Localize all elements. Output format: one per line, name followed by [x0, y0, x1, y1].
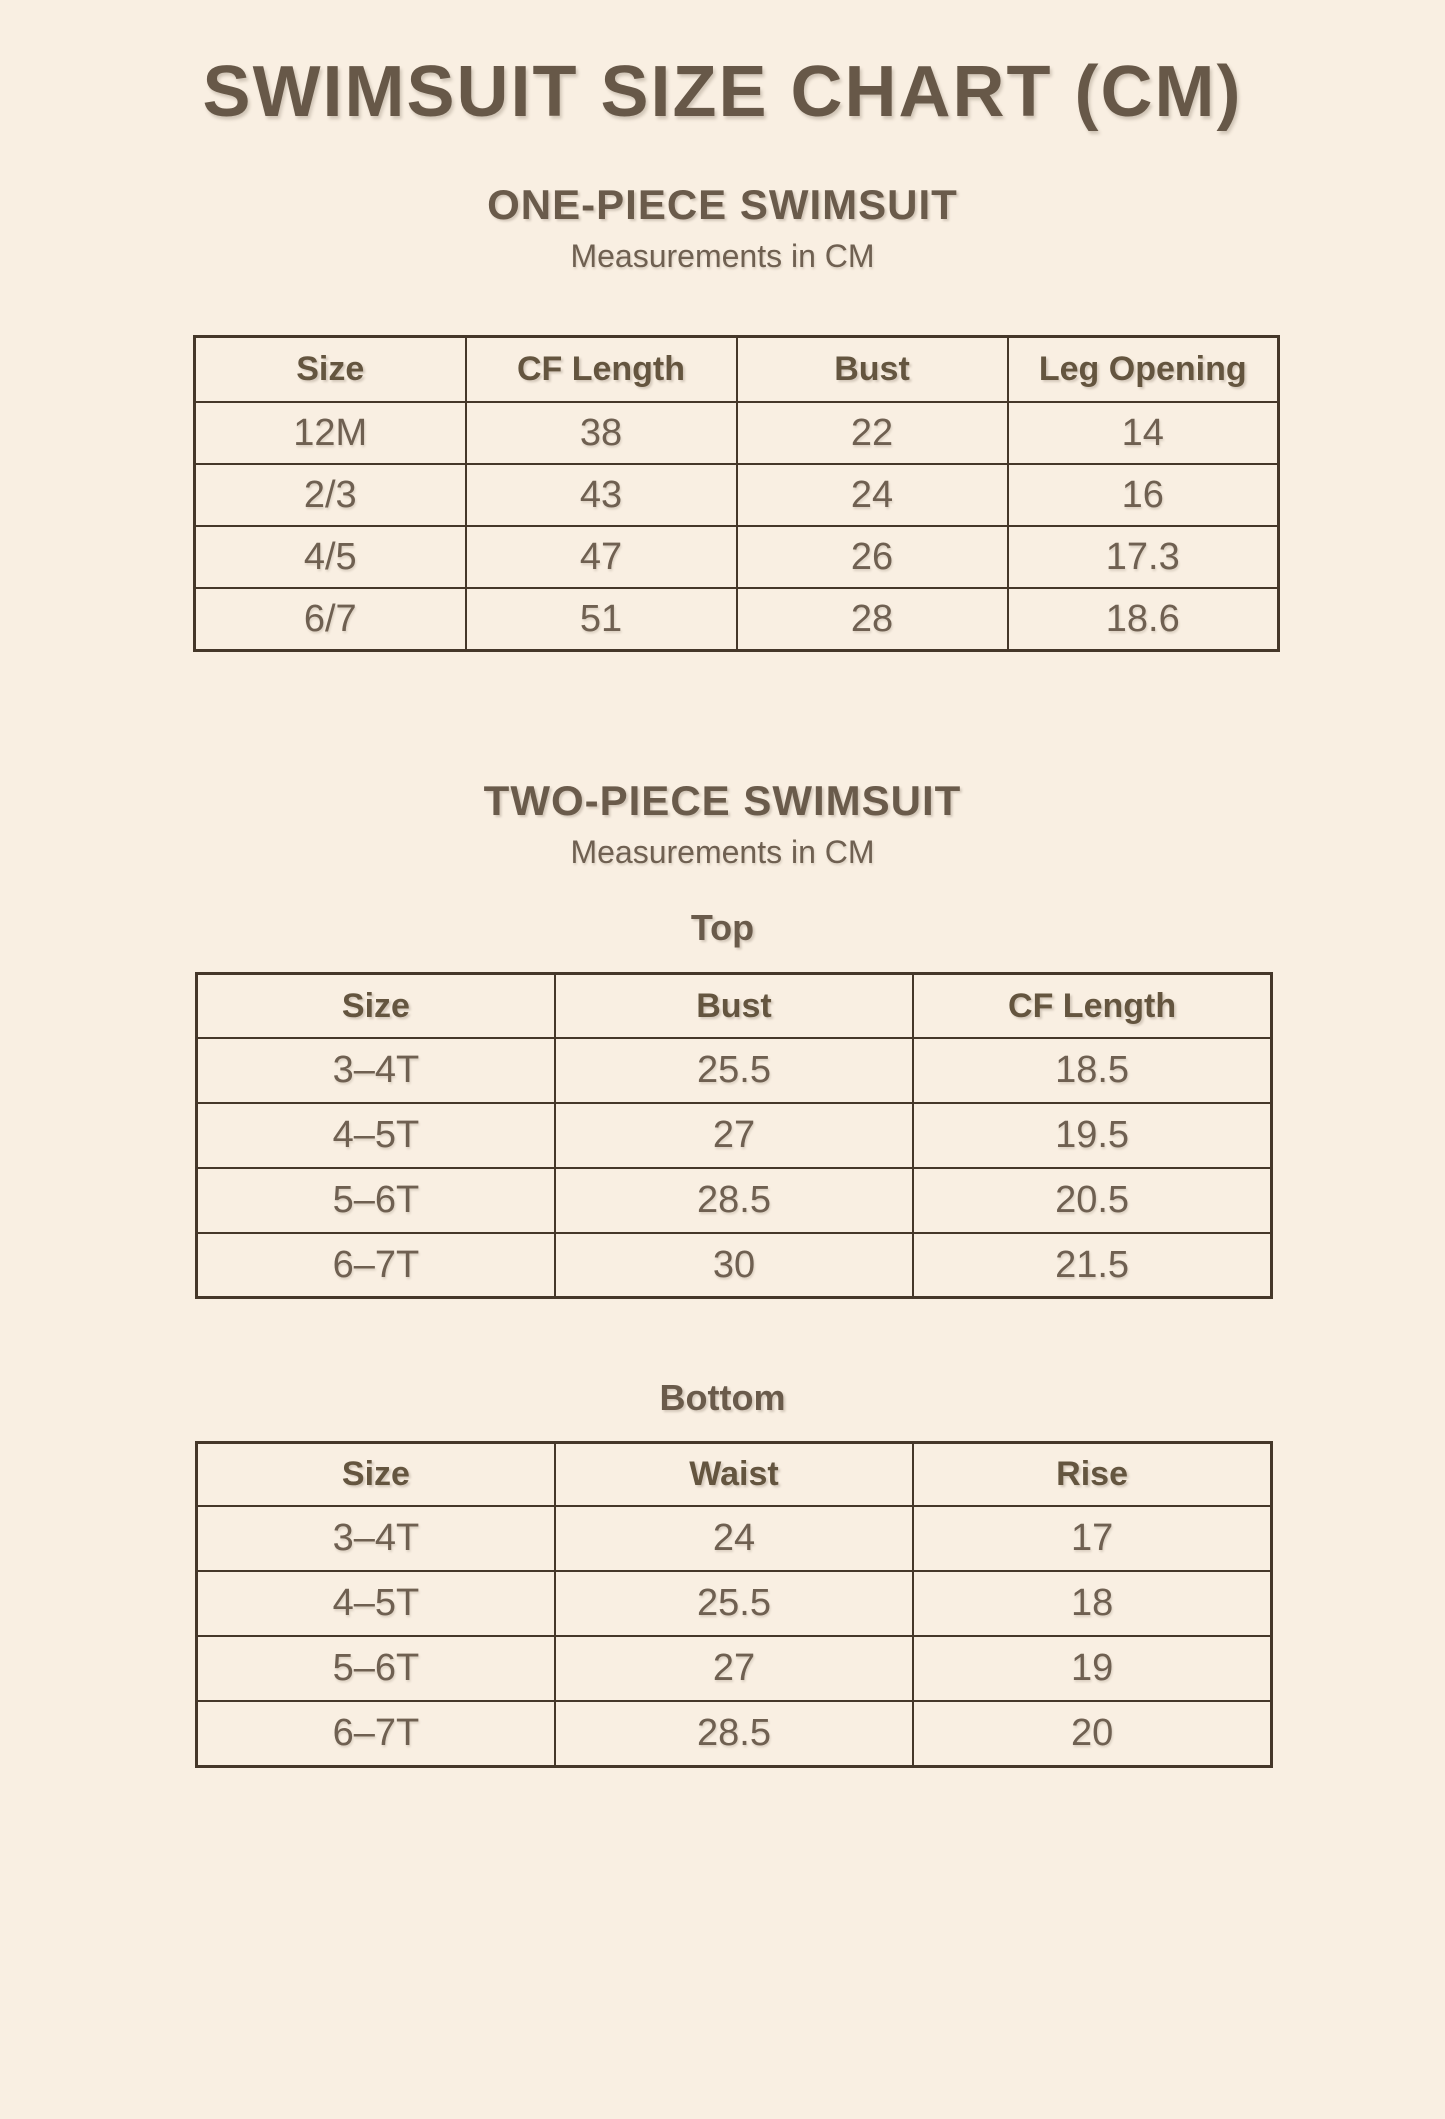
table-row [195, 402, 1279, 464]
table-cell: 38 [466, 402, 737, 464]
column-header-cf-length: CF Length [913, 974, 1271, 1038]
one-piece-table [193, 335, 1280, 652]
table-cell: 47 [466, 526, 737, 588]
column-header-cf-length: CF Length [466, 336, 737, 402]
table-row [197, 1506, 1272, 1571]
table-cell: 43 [466, 464, 737, 526]
table-cell: 4–5T [197, 1571, 555, 1636]
table-cell: 20.5 [913, 1168, 1271, 1233]
table-cell: 14 [1008, 402, 1279, 464]
table-row [195, 464, 1279, 526]
table-cell: 22 [737, 402, 1008, 464]
two-piece-heading: TWO-PIECE SWIMSUIT [483, 776, 962, 824]
table-cell: 17.3 [1008, 526, 1279, 588]
bottom-table-header [197, 1442, 1272, 1506]
column-header-bust: Bust [555, 974, 913, 1038]
one-piece-section [0, 182, 1445, 652]
top-table-heading: Top [690, 906, 755, 948]
table-cell: 4/5 [195, 526, 466, 588]
table-cell: 28.5 [555, 1701, 913, 1766]
table-cell: 18.5 [913, 1038, 1271, 1103]
bottom-table-heading: Bottom [659, 1377, 786, 1419]
table-row [197, 1701, 1272, 1766]
column-header-size: Size [197, 974, 555, 1038]
two-piece-subheading: Measurements in CM [570, 834, 875, 871]
table-cell: 5–6T [197, 1168, 555, 1233]
table-cell: 24 [555, 1506, 913, 1571]
table-cell: 16 [1008, 464, 1279, 526]
table-cell: 24 [737, 464, 1008, 526]
table-cell: 19.5 [913, 1103, 1271, 1168]
table-cell: 27 [555, 1103, 913, 1168]
table-cell: 4–5T [197, 1103, 555, 1168]
table-row [195, 526, 1279, 588]
column-header-size: Size [197, 1442, 555, 1506]
table-cell: 2/3 [195, 464, 466, 526]
table-cell: 6–7T [197, 1233, 555, 1298]
table-cell: 20 [913, 1701, 1271, 1766]
table-cell: 3–4T [197, 1038, 555, 1103]
column-header-leg-opening: Leg Opening [1008, 336, 1279, 402]
bottom-table-body [197, 1506, 1272, 1766]
table-row [197, 1233, 1272, 1298]
table-row [197, 1571, 1272, 1636]
table-cell: 19 [913, 1636, 1271, 1701]
one-piece-subheading: Measurements in CM [570, 238, 875, 275]
table-cell: 21.5 [913, 1233, 1271, 1298]
table-row [197, 1636, 1272, 1701]
table-cell: 26 [737, 526, 1008, 588]
two-piece-bottom-table [195, 1441, 1273, 1768]
table-cell: 18 [913, 1571, 1271, 1636]
table-row [195, 588, 1279, 650]
table-cell: 28 [737, 588, 1008, 650]
table-cell: 6–7T [197, 1701, 555, 1766]
table-cell: 18.6 [1008, 588, 1279, 650]
table-cell: 30 [555, 1233, 913, 1298]
table-cell: 27 [555, 1636, 913, 1701]
two-piece-section [0, 778, 1445, 1768]
table-cell: 17 [913, 1506, 1271, 1571]
one-piece-heading: ONE-PIECE SWIMSUIT [487, 181, 958, 228]
table-cell: 28.5 [555, 1168, 913, 1233]
column-header-rise: Rise [913, 1442, 1271, 1506]
one-piece-table-body [195, 402, 1279, 650]
table-row [197, 1168, 1272, 1233]
table-cell: 25.5 [555, 1571, 913, 1636]
table-row [197, 1038, 1272, 1103]
table-cell: 12M [195, 402, 466, 464]
table-cell: 51 [466, 588, 737, 650]
top-table-body [197, 1038, 1272, 1298]
header-row [197, 974, 1272, 1038]
two-piece-top-table [195, 972, 1273, 1299]
table-cell: 25.5 [555, 1038, 913, 1103]
header-row [195, 336, 1279, 402]
header-row [197, 1442, 1272, 1506]
column-header-bust: Bust [737, 336, 1008, 402]
table-cell: 6/7 [195, 588, 466, 650]
page-title: SWIMSUIT SIZE CHART (CM) [202, 52, 1243, 132]
top-table-header [197, 974, 1272, 1038]
column-header-waist: Waist [555, 1442, 913, 1506]
column-header-size: Size [195, 336, 466, 402]
table-cell: 3–4T [197, 1506, 555, 1571]
one-piece-table-header [195, 336, 1279, 402]
table-row [197, 1103, 1272, 1168]
table-cell: 5–6T [197, 1636, 555, 1701]
